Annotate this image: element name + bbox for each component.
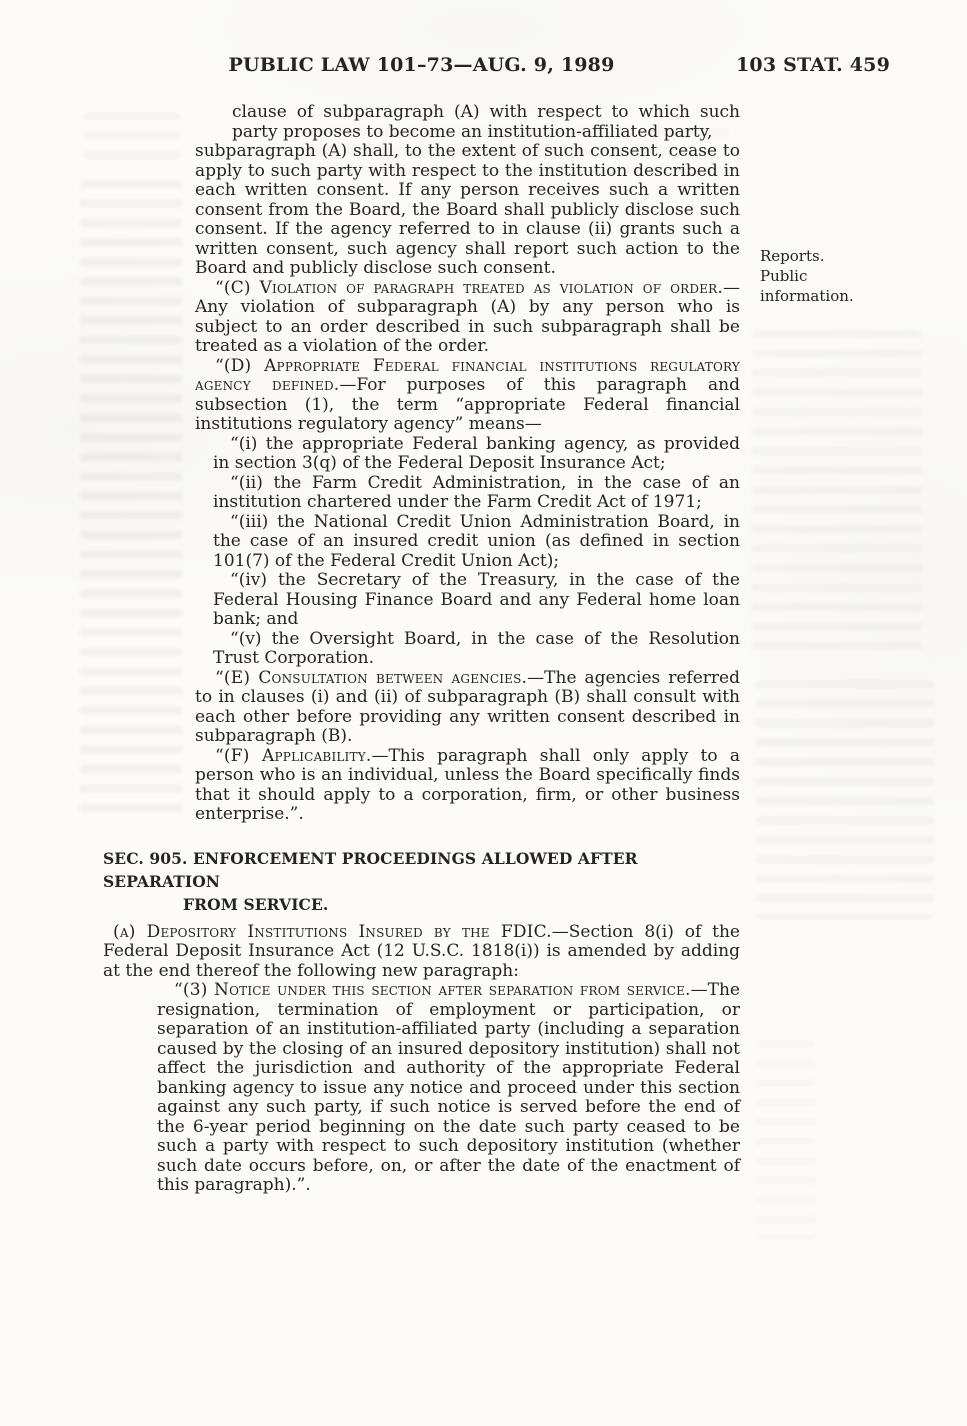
subparagraph-E: “(E) Consultation between agencies.—The agencies referred to in clauses (i) and (ii) of subparagraph (B) shall consult with each other before providing any written consent described in subparagraph (B).	[195, 667, 740, 746]
margin-note-line: Public	[760, 267, 808, 285]
clause-iii: “(iii) the National Credit Union Administration Board, in the case of an insured credit union (as defined in section 101(7) of the Federal Credit Union Act);	[213, 511, 740, 571]
clause-iv: “(iv) the Secretary of the Treasury, in the case of the Federal Housing Finance Board and any Federal home loan bank; and	[213, 570, 740, 629]
running-head	[103, 54, 890, 80]
section-heading-line2: FROM SERVICE.	[183, 894, 329, 914]
quoted-statutory-block	[195, 103, 740, 825]
clause-i: “(i) the appropriate Federal banking agency, as provided in section 3(q) of the Federal Deposit Insurance Act;	[213, 433, 740, 473]
bleedthrough-ghost	[756, 680, 934, 920]
running-head-law-title: PUBLIC LAW 101–73—AUG. 9, 1989	[228, 54, 615, 76]
margin-note-line: Reports.	[760, 247, 825, 265]
paragraph-3-heading: “(3) Notice under this section after separation from service.	[174, 980, 691, 1000]
subparagraph-D: “(D) Appropriate Federal financial institutions regulatory agency defined.—For purposes of this paragraph and subsection (1), the term “appropriate Federal financial institutions regulatory agency” means—	[195, 355, 740, 434]
subparagraph-F: “(F) Applicability.—This paragraph shall only apply to a person who is an individual, unless the Board specifically finds that it should apply to a corporation, firm, or other business enterprise.”.	[195, 745, 740, 824]
subparagraph-C: “(C) Violation of paragraph treated as violation of order.—Any violation of subparagraph (A) by any person who is subject to an order described in such subparagraph shall be treated as a violation of the order.	[195, 277, 740, 356]
paragraph-consent: subparagraph (A) shall, to the extent of such consent, cease to apply to such party with respect to the institution described in each written consent. If any person receives such a written consent from the Board, the Board shall publicly disclose such consent. If the agency referred to in clause (ii) grants such a written consent, such agency shall report such action to the Board and publicly disclose such consent.	[195, 141, 740, 278]
body-text-column	[103, 103, 740, 1196]
margin-note-line: information.	[760, 287, 854, 305]
section-heading-905	[103, 847, 740, 916]
carryover-clause: clause of subparagraph (A) with respect to which such party proposes to become an institution-affiliated party,	[232, 102, 740, 142]
subparagraph-F-heading: “(F) Applicability.	[215, 745, 372, 766]
subparagraph-D-heading: “(D) Appropriate Federal financial institutions regulatory agency defined.	[195, 355, 740, 395]
subsection-a: (a) Depository Institutions Insured by the FDIC.—Section 8(i) of the Federal Deposit Insurance Act (12 U.S.C. 1818(i)) is amended by adding at the end thereof the following new paragraph:	[103, 921, 740, 981]
subparagraph-E-heading: “(E) Consultation between agencies.	[215, 667, 528, 688]
subparagraph-C-heading: “(C) Violation of paragraph treated as violation of order.	[215, 277, 723, 298]
running-head-stat-page: 103 STAT. 459	[736, 54, 890, 76]
clause-ii: “(ii) the Farm Credit Administration, in the case of an institution chartered under the Farm Credit Act of 1971;	[213, 472, 740, 512]
bleedthrough-ghost	[752, 330, 922, 660]
quoted-paragraph-3: “(3) Notice under this section after separation from service.—The resignation, termination of employment or participation, or separation of an institution-affiliated party (including a separation caused by the closing of an insured depository institution) shall not affect the jurisdiction and authority of the appropriate Federal banking agency to issue any notice and proceed under this section against any such party, if such notice is served before the end of the 6-year period beginning on the date such party ceased to be such a party with respect to such depository institution (whether such date occurs before, on, or after the date of the enactment of this paragraph).”.	[157, 980, 740, 1195]
clause-v: “(v) the Oversight Board, in the case of the Resolution Trust Corporation.	[213, 628, 740, 668]
subsection-a-heading: (a) Depository Institutions Insured by the FDIC.	[113, 921, 552, 942]
section-heading-line1: SEC. 905. ENFORCEMENT PROCEEDINGS ALLOWED AFTER SEPARATION	[103, 848, 638, 891]
margin-note	[760, 246, 854, 306]
bleedthrough-ghost	[756, 1040, 816, 1240]
